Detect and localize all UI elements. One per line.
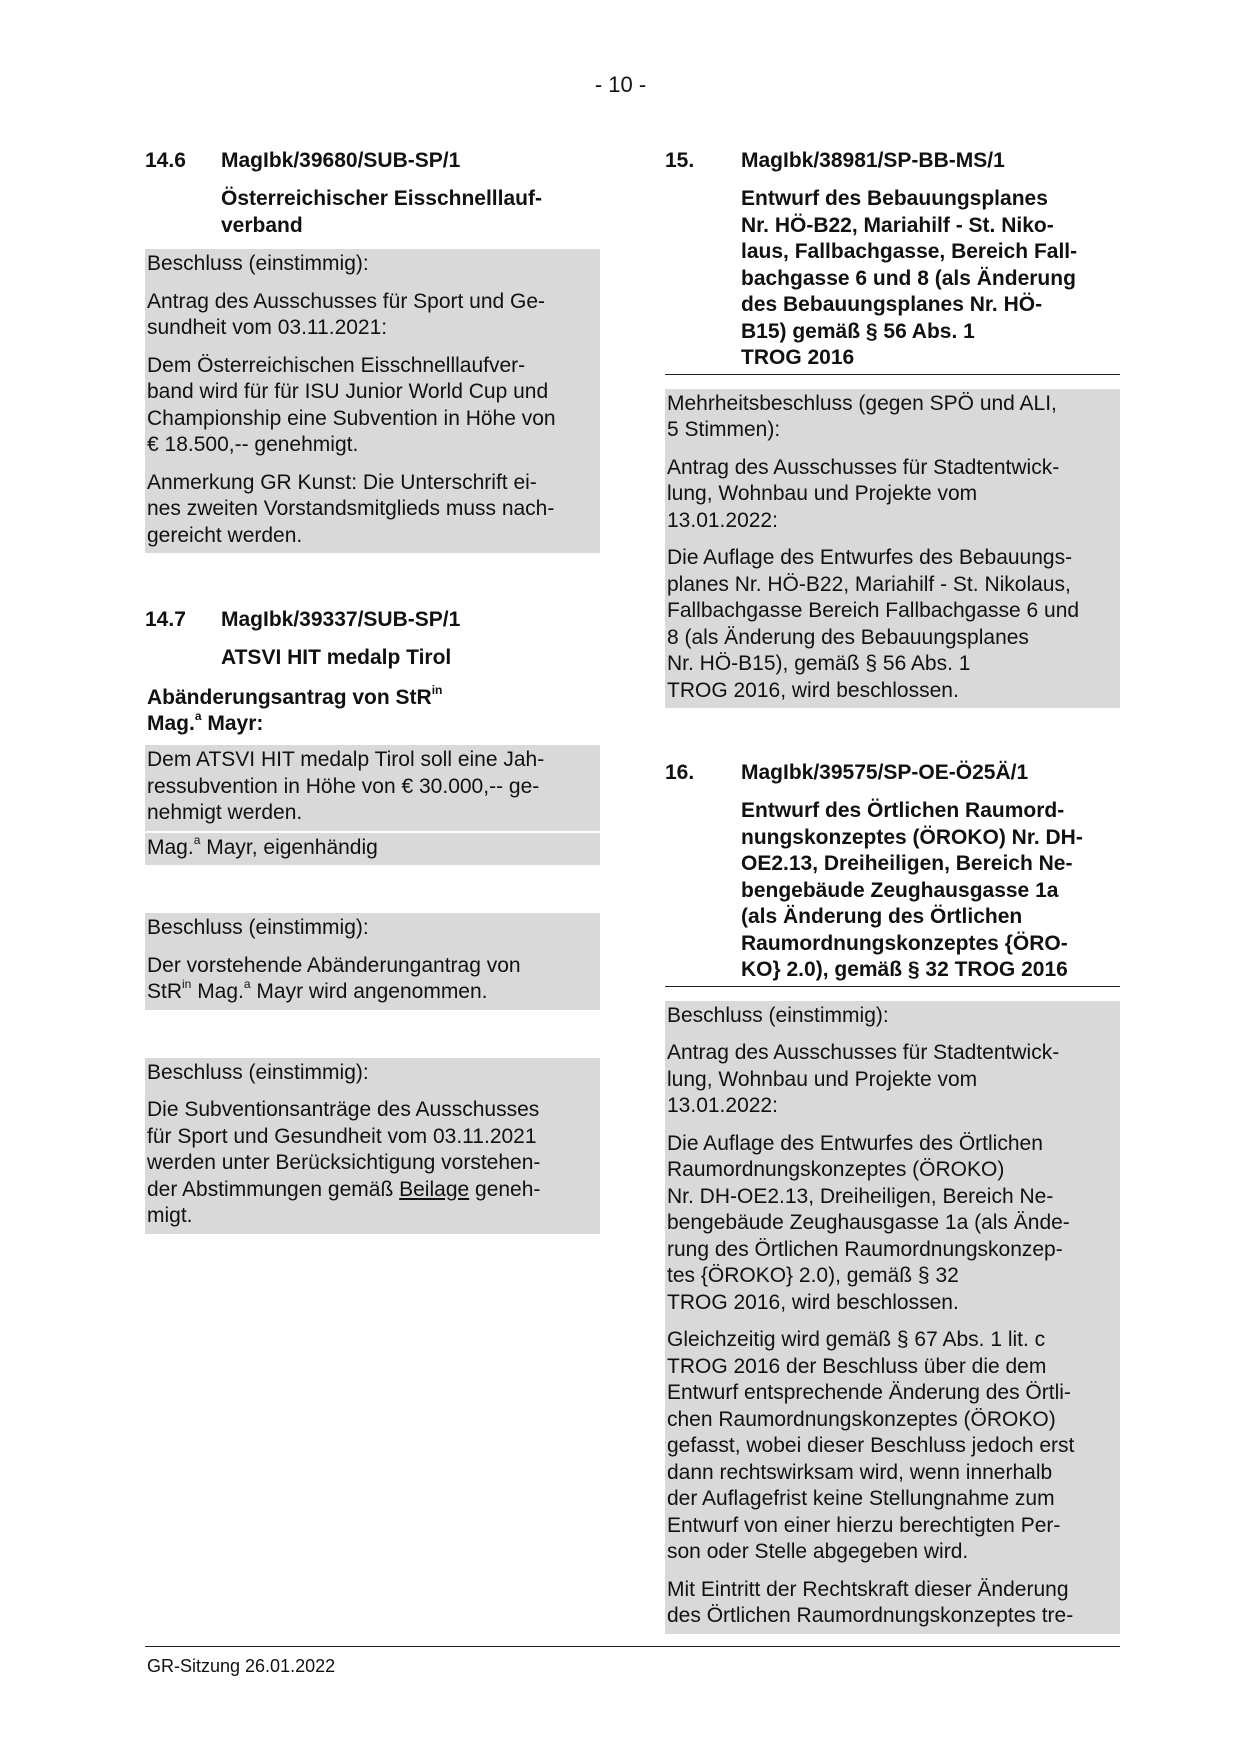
- item-reference: MagIbk/39575/SP-OE-Ö25Ä/1: [741, 761, 1029, 784]
- right-column: [665, 148, 1120, 1634]
- decision-label: Mehrheitsbeschluss (gegen SPÖ und ALI, 5 Stimmen):: [667, 391, 1057, 441]
- page-number: - 10 -: [594, 72, 647, 97]
- superscript: a: [194, 709, 202, 723]
- decision-note: Anmerkung GR Kunst: Die Unterschrift ei- nes zweiten Vorstandsmitglieds muss nach- gereicht werden.: [147, 470, 555, 547]
- decision-box: [145, 249, 600, 553]
- beilage-link[interactable]: Beilage: [399, 1177, 470, 1201]
- item-header: [145, 148, 600, 174]
- superscript: in: [431, 683, 443, 697]
- decision-box: [665, 1001, 1120, 1634]
- agenda-item-14-7: [145, 607, 600, 1234]
- item-reference: MagIbk/39337/SUB-SP/1: [221, 608, 461, 631]
- signature-box: [145, 833, 600, 866]
- item-number: 14.6: [145, 149, 186, 172]
- decision-body: Die Auflage des Entwurfes des Bebauungs- planes Nr. HÖ-B22, Mariahilf - St. Nikolaus, Fallbachgasse Bereich Fallbachgasse 6 und 8 (als Änderung des Bebauungsplanes Nr. HÖ-B15), gemäß § 56 Abs. 1 TROG 2016, wird beschlossen.: [667, 546, 1080, 702]
- signature-part: Mayr, eigenhändig: [200, 835, 378, 859]
- decision-body-part: Die Subventionsanträge des Ausschusses für Sport und Gesundheit vom 03.11.2021 werden unter Berücksichtigung vorstehen- der Abstimmungen gemäß: [147, 1098, 541, 1201]
- decision-box: [145, 1058, 600, 1234]
- item-number: 14.7: [145, 608, 186, 631]
- left-column: [145, 148, 600, 1234]
- decision-label: Beschluss (einstimmig):: [147, 1060, 369, 1084]
- item-number: 16.: [665, 761, 695, 784]
- decision-box: [665, 389, 1120, 709]
- item-header: [665, 148, 1120, 174]
- item-number: 15.: [665, 149, 695, 172]
- decision-body-continued: Gleichzeitig wird gemäß § 67 Abs. 1 lit. c TROG 2016 der Beschluss über die dem Entwurf entsprechende Änderung des Örtli- chen Raumordnungskonzeptes (ÖROKO) gefasst, wobei dieser Beschluss jedoch erst dann rechtswirksam wird, wenn innerhalb der Auflagefrist keine Stellungnahme zum Entwurf von einer hierzu berechtigten Per- son oder Stelle abgegeben wird.: [667, 1328, 1075, 1563]
- decision-body-continued: Mit Eintritt der Rechtskraft dieser Änderung des Örtlichen Raumordnungskonzeptes tre-: [667, 1577, 1074, 1627]
- amendment-body: Dem ATSVI HIT medalp Tirol soll eine Jah- ressubvention in Höhe von € 30.000,-- ge- nehmigt werden.: [147, 748, 545, 824]
- amendment-label-part: Mag.: [147, 712, 195, 735]
- amendment-label-part: Abänderungsantrag von StR: [147, 686, 432, 709]
- decision-body: [147, 1097, 596, 1230]
- signature-part: Mag.: [147, 835, 194, 859]
- decision-body-part: geneh- migt.: [147, 1177, 541, 1227]
- superscript: in: [182, 977, 192, 991]
- footer-text: GR-Sitzung 26.01.2022: [147, 1656, 336, 1676]
- amendment-heading: [147, 685, 600, 737]
- item-header: [145, 607, 600, 633]
- item-header: [665, 760, 1120, 786]
- motion-text: Antrag des Ausschusses für Stadtentwick- lung, Wohnbau und Projekte vom 13.01.2022:: [667, 1041, 1060, 1117]
- agenda-item-14-6: [145, 148, 600, 553]
- decision-body-part: Mayr wird angenommen.: [250, 980, 488, 1003]
- superscript: a: [243, 977, 251, 991]
- superscript: a: [193, 832, 201, 847]
- footer-divider: [145, 1646, 1120, 1647]
- item-title: Entwurf des Örtlichen Raumord- nungskonzeptes (ÖROKO) Nr. DH- OE2.13, Dreiheiligen, Bereich Ne- bengebäude Zeughausgasse 1a (als Änderung des Örtlichen Raumordnungskonzeptes {ÖRO- KO} 2.0), gemäß § 32 TROG 2016: [665, 798, 1120, 987]
- agenda-item-15: [665, 148, 1120, 708]
- signature-line: [147, 832, 596, 862]
- decision-body-part: Der vorstehende Abänderungantrag von StR: [147, 953, 521, 1003]
- decision-body: [147, 953, 596, 1006]
- decision-body: Die Auflage des Entwurfes des Örtlichen Raumordnungskonzeptes (ÖROKO) Nr. DH-OE2.13, Dreiheiligen, Bereich Ne- bengebäude Zeughausgasse 1a (als Ände- rung des Örtlichen Raumordnungskonzep- tes {ÖROKO} 2.0), gemäß § 32 TROG 2016, wird beschlossen.: [667, 1131, 1070, 1314]
- item-reference: MagIbk/39680/SUB-SP/1: [221, 149, 461, 172]
- motion-text: Antrag des Ausschusses für Sport und Ge- sundheit vom 03.11.2021:: [147, 289, 546, 339]
- decision-label: Beschluss (einstimmig):: [667, 1003, 889, 1027]
- decision-body: Dem Österreichischen Eisschnelllaufver- band wird für für ISU Junior World Cup und Championship eine Subvention in Höhe von € 18.500,-- genehmigt.: [147, 353, 556, 456]
- item-title: Österreichischer Eisschnelllauf- verband: [221, 187, 542, 237]
- motion-text: Antrag des Ausschusses für Stadtentwick- lung, Wohnbau und Projekte vom 13.01.2022:: [667, 455, 1060, 532]
- item-reference: MagIbk/38981/SP-BB-MS/1: [741, 149, 1005, 172]
- decision-body-part: Mag.: [191, 980, 244, 1003]
- agenda-item-16: [665, 760, 1120, 1634]
- decision-box: [145, 913, 600, 1010]
- item-title: Entwurf des Bebauungsplanes Nr. HÖ-B22, Mariahilf - St. Niko- laus, Fallbachgasse, Bereich Fall- bachgasse 6 und 8 (als Änderung des Bebauungsplanes Nr. HÖ- B15) gemäß § 56 Abs. 1 TROG 2016: [665, 186, 1120, 375]
- item-title: ATSVI HIT medalp Tirol: [221, 646, 452, 669]
- decision-label: Beschluss (einstimmig):: [147, 252, 369, 275]
- amendment-label-part: Mayr:: [201, 712, 264, 735]
- amendment-box: [145, 745, 600, 831]
- decision-label: Beschluss (einstimmig):: [147, 916, 369, 939]
